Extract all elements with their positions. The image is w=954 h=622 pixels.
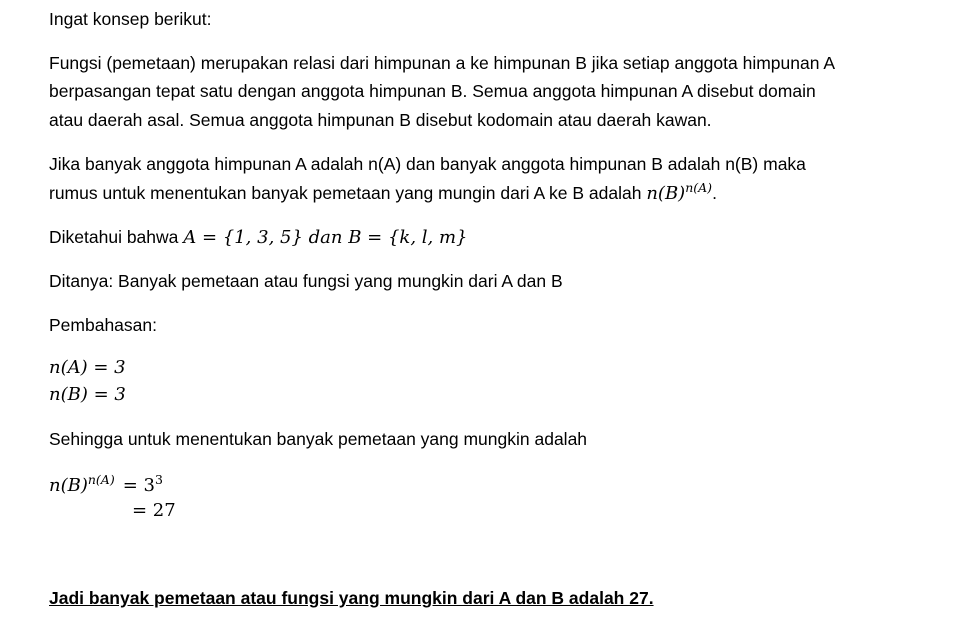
formula-text-line-1: Jika banyak anggota himpunan A adalah n(A) dan banyak anggota himpunan B adalah n(B) maka — [49, 154, 806, 174]
concept-line-1: Fungsi (pemetaan) merupakan relasi dari himpunan a ke himpunan B jika setiap anggota himpunan A — [49, 53, 836, 73]
question-text: Ditanya: Banyak pemetaan atau fungsi yang mungkin dari A dan B — [49, 271, 563, 291]
calc-equation-1 — [49, 474, 163, 498]
formula-base: n(B) — [646, 183, 686, 204]
calc-exponent: n(A) — [87, 472, 115, 488]
conclusion-text: Jadi banyak pemetaan atau fungsi yang mungkin dari A dan B adalah 27. — [49, 588, 654, 608]
given-sets: A = {1, 3, 5} dan B = {k, l, m} — [183, 227, 468, 248]
given-label: Diketahui bahwa — [49, 227, 184, 247]
given-line — [49, 226, 468, 249]
calc-eq1-rhs: = 3 — [122, 475, 155, 496]
discussion-label: Pembahasan: — [49, 315, 157, 335]
calc-base: n(B) — [49, 475, 88, 496]
formula-period: . — [712, 183, 717, 203]
concept-line-3: atau daerah asal. Semua anggota himpunan B disebut kodomain atau daerah kawan. — [49, 110, 712, 130]
therefore-text: Sehingga untuk menentukan banyak pemetaan yang mungkin adalah — [49, 429, 588, 449]
calc-equation-2: = 27 — [132, 500, 176, 521]
intro-text: Ingat konsep berikut: — [49, 9, 212, 29]
concept-line-2: berpasangan tepat satu dengan anggota himpunan B. Semua anggota himpunan A disebut domain — [49, 81, 816, 101]
formula-text-prefix: rumus untuk menentukan banyak pemetaan yang mungin dari A ke B adalah — [49, 183, 647, 203]
calc-eq1-exponent: 3 — [154, 472, 163, 488]
count-b: n(B) = 3 — [49, 384, 126, 405]
count-a: n(A) = 3 — [49, 357, 126, 378]
formula-exponent: n(A) — [685, 180, 713, 196]
formula-text-line-2 — [49, 182, 717, 206]
